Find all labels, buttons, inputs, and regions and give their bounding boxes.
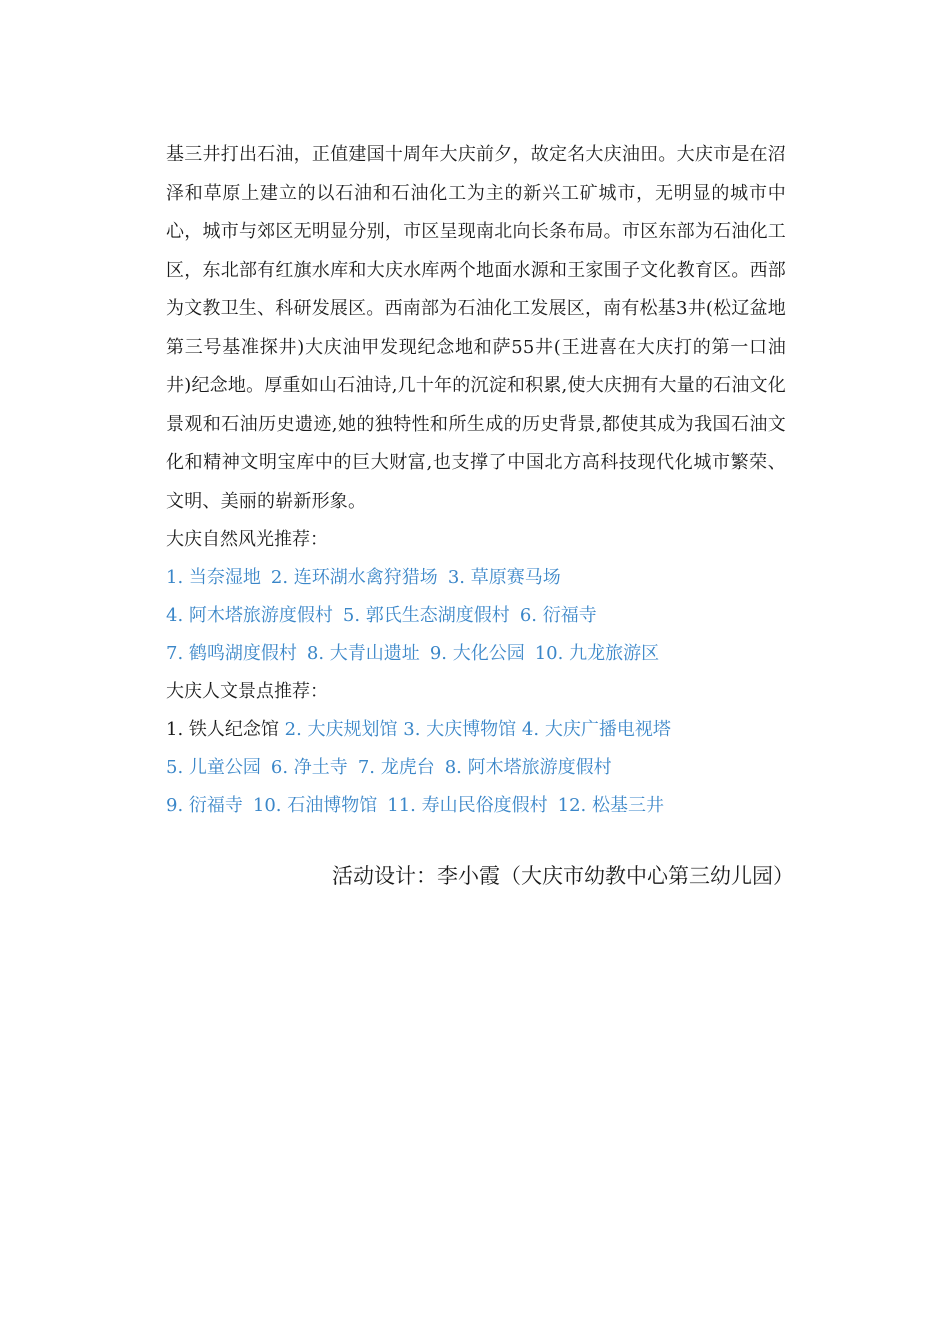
culture-link-12[interactable]: 12. 松基三井 [557, 795, 664, 816]
culture-link-8[interactable]: 8. 阿木塔旅游度假村 [444, 757, 612, 778]
culture-link-3[interactable]: 3. 大庆博物馆 [403, 719, 517, 740]
nature-link-3[interactable]: 3. 草原赛马场 [447, 567, 561, 588]
nature-link-6[interactable]: 6. 衍福寺 [519, 605, 597, 626]
nature-link-2[interactable]: 2. 连环湖水禽狩猎场 [270, 567, 438, 588]
nature-link-1[interactable]: 1. 当奈湿地 [166, 567, 261, 588]
culture-link-5[interactable]: 5. 儿童公园 [166, 757, 261, 778]
intro-paragraph: 基三井打出石油，正值建国十周年大庆前夕，故定名大庆油田。大庆市是在沼泽和草原上建立的以石油和石油化工为主的新兴工矿城市，无明显的城市中心，城市与郊区无明显分别，市区呈现南北向长条布局。市区东部为石油化工区，东北部有红旗水库和大庆水库两个地面水源和王家围子文化教育区。西部为文教卫生、科研发展区。西南部为石油化工发展区，南有松基3井(松辽盆地第三号基准探井)大庆油甲发现纪念地和萨55井(王进喜在大庆打的第一口油井)纪念地。厚重如山石油诗,几十年的沉淀和积累,使大庆拥有大量的石油文化景观和石油历史遗迹,她的独特性和所生成的历史背景,都使其成为我国石油文化和精神文明宝库中的巨大财富,也支撑了中国北方高科技现代化城市繁荣、文明、美丽的崭新形象。 [166, 144, 786, 512]
culture-link-10[interactable]: 10. 石油博物馆 [252, 795, 378, 816]
nature-link-10[interactable]: 10. 九龙旅游区 [534, 643, 660, 664]
culture-link-2[interactable]: 2. 大庆规划馆 [284, 719, 398, 740]
culture-link-9[interactable]: 9. 衍福寺 [166, 795, 243, 816]
culture-list-line-2 [166, 749, 786, 787]
culture-heading: 大庆人文景点推荐： [166, 681, 328, 702]
nature-link-9[interactable]: 9. 大化公园 [429, 643, 525, 664]
document-page [166, 136, 794, 914]
nature-link-8[interactable]: 8. 大青山遗址 [306, 643, 420, 664]
culture-link-4[interactable]: 4. 大庆广播电视塔 [521, 719, 671, 740]
culture-link-6[interactable]: 6. 净土寺 [270, 757, 348, 778]
nature-link-7[interactable]: 7. 鹤鸣湖度假村 [166, 643, 297, 664]
culture-item-1: 1. 铁人纪念馆 [166, 719, 279, 740]
nature-link-4[interactable]: 4. 阿木塔旅游度假村 [166, 605, 333, 626]
culture-link-7[interactable]: 7. 龙虎台 [357, 757, 435, 778]
nature-list-line-1 [166, 559, 786, 597]
culture-list-line-1 [166, 711, 786, 749]
nature-link-5[interactable]: 5. 郭氏生态湖度假村 [342, 605, 510, 626]
culture-link-11[interactable]: 11. 寿山民俗度假村 [387, 795, 548, 816]
nature-heading: 大庆自然风光推荐： [166, 529, 328, 550]
culture-list-line-3 [166, 787, 786, 825]
nature-list-line-2 [166, 597, 786, 635]
nature-list-line-3 [166, 635, 786, 673]
activity-signature: 活动设计：李小霞（大庆市幼教中心第三幼儿园） [332, 864, 794, 888]
